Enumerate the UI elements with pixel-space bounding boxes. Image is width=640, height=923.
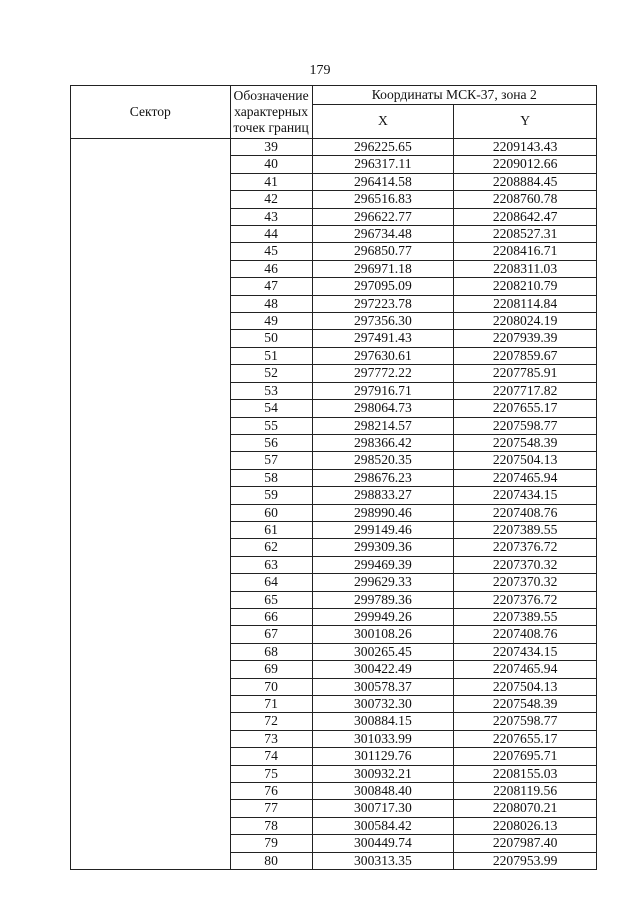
point-cell: 42 [230,191,312,208]
table-body [71,139,597,870]
x-cell: 296225.65 [312,139,454,156]
point-cell: 45 [230,243,312,260]
header-x: X [312,105,454,139]
y-cell: 2207655.17 [454,400,597,417]
header-sector: Сектор [71,86,231,139]
header-point-designation: Обозначение характерных точек границ [230,86,312,139]
y-cell: 2208311.03 [454,260,597,277]
x-cell: 298214.57 [312,417,454,434]
y-cell: 2207389.55 [454,521,597,538]
y-cell: 2207408.76 [454,504,597,521]
x-cell: 297630.61 [312,347,454,364]
y-cell: 2207434.15 [454,643,597,660]
y-cell: 2208884.45 [454,173,597,190]
y-cell: 2207465.94 [454,469,597,486]
x-cell: 300265.45 [312,643,454,660]
y-cell: 2208155.03 [454,765,597,782]
point-cell: 79 [230,835,312,852]
x-cell: 300108.26 [312,626,454,643]
point-cell: 65 [230,591,312,608]
x-cell: 298676.23 [312,469,454,486]
y-cell: 2208416.71 [454,243,597,260]
point-cell: 44 [230,226,312,243]
point-cell: 69 [230,661,312,678]
point-cell: 62 [230,539,312,556]
point-cell: 71 [230,696,312,713]
point-cell: 40 [230,156,312,173]
point-cell: 52 [230,365,312,382]
y-cell: 2207939.39 [454,330,597,347]
point-cell: 77 [230,800,312,817]
point-cell: 53 [230,382,312,399]
x-cell: 300717.30 [312,800,454,817]
y-cell: 2207465.94 [454,661,597,678]
x-cell: 300884.15 [312,713,454,730]
x-cell: 300732.30 [312,696,454,713]
y-cell: 2207389.55 [454,608,597,625]
point-cell: 56 [230,434,312,451]
y-cell: 2208642.47 [454,208,597,225]
point-cell: 72 [230,713,312,730]
x-cell: 297491.43 [312,330,454,347]
x-cell: 299309.36 [312,539,454,556]
x-cell: 296414.58 [312,173,454,190]
point-cell: 67 [230,626,312,643]
point-cell: 47 [230,278,312,295]
point-cell: 57 [230,452,312,469]
x-cell: 300422.49 [312,661,454,678]
point-cell: 76 [230,783,312,800]
point-cell: 43 [230,208,312,225]
x-cell: 300848.40 [312,783,454,800]
y-cell: 2207504.13 [454,452,597,469]
y-cell: 2207408.76 [454,626,597,643]
point-cell: 80 [230,852,312,869]
y-cell: 2209012.66 [454,156,597,173]
x-cell: 298366.42 [312,434,454,451]
x-cell: 299789.36 [312,591,454,608]
point-cell: 78 [230,817,312,834]
y-cell: 2207655.17 [454,730,597,747]
x-cell: 296734.48 [312,226,454,243]
point-cell: 51 [230,347,312,364]
table-row [71,139,597,156]
x-cell: 297223.78 [312,295,454,312]
point-cell: 59 [230,487,312,504]
y-cell: 2207598.77 [454,417,597,434]
point-cell: 73 [230,730,312,747]
y-cell: 2208760.78 [454,191,597,208]
y-cell: 2208070.21 [454,800,597,817]
y-cell: 2207548.39 [454,696,597,713]
x-cell: 299469.39 [312,556,454,573]
x-cell: 297356.30 [312,313,454,330]
x-cell: 298990.46 [312,504,454,521]
sector-cell [71,139,231,870]
y-cell: 2207370.32 [454,574,597,591]
x-cell: 299949.26 [312,608,454,625]
x-cell: 299629.33 [312,574,454,591]
point-cell: 46 [230,260,312,277]
y-cell: 2207376.72 [454,539,597,556]
x-cell: 300313.35 [312,852,454,869]
x-cell: 299149.46 [312,521,454,538]
point-cell: 61 [230,521,312,538]
point-cell: 41 [230,173,312,190]
point-cell: 63 [230,556,312,573]
y-cell: 2207717.82 [454,382,597,399]
y-cell: 2207504.13 [454,678,597,695]
point-cell: 60 [230,504,312,521]
y-cell: 2208024.19 [454,313,597,330]
x-cell: 296850.77 [312,243,454,260]
x-cell: 298520.35 [312,452,454,469]
x-cell: 298833.27 [312,487,454,504]
point-cell: 66 [230,608,312,625]
x-cell: 300578.37 [312,678,454,695]
y-cell: 2207376.72 [454,591,597,608]
point-cell: 55 [230,417,312,434]
y-cell: 2207548.39 [454,434,597,451]
point-cell: 48 [230,295,312,312]
x-cell: 296622.77 [312,208,454,225]
x-cell: 298064.73 [312,400,454,417]
x-cell: 296516.83 [312,191,454,208]
x-cell: 297772.22 [312,365,454,382]
x-cell: 300932.21 [312,765,454,782]
x-cell: 301129.76 [312,748,454,765]
x-cell: 296971.18 [312,260,454,277]
point-cell: 64 [230,574,312,591]
y-cell: 2207953.99 [454,852,597,869]
x-cell: 297095.09 [312,278,454,295]
y-cell: 2207987.40 [454,835,597,852]
y-cell: 2207370.32 [454,556,597,573]
y-cell: 2208026.13 [454,817,597,834]
header-coordinates: Координаты МСК-37, зона 2 [312,86,596,105]
y-cell: 2207598.77 [454,713,597,730]
x-cell: 300584.42 [312,817,454,834]
page-number: 179 [309,63,331,78]
y-cell: 2208119.56 [454,783,597,800]
x-cell: 300449.74 [312,835,454,852]
point-cell: 58 [230,469,312,486]
table-header [71,86,597,139]
y-cell: 2207695.71 [454,748,597,765]
point-cell: 70 [230,678,312,695]
point-cell: 74 [230,748,312,765]
y-cell: 2209143.43 [454,139,597,156]
y-cell: 2207785.91 [454,365,597,382]
point-cell: 54 [230,400,312,417]
y-cell: 2208527.31 [454,226,597,243]
point-cell: 68 [230,643,312,660]
y-cell: 2208210.79 [454,278,597,295]
point-cell: 50 [230,330,312,347]
x-cell: 301033.99 [312,730,454,747]
point-cell: 75 [230,765,312,782]
x-cell: 296317.11 [312,156,454,173]
coordinates-table [70,85,597,870]
y-cell: 2207434.15 [454,487,597,504]
x-cell: 297916.71 [312,382,454,399]
point-cell: 39 [230,139,312,156]
y-cell: 2208114.84 [454,295,597,312]
point-cell: 49 [230,313,312,330]
y-cell: 2207859.67 [454,347,597,364]
header-y: Y [454,105,597,139]
